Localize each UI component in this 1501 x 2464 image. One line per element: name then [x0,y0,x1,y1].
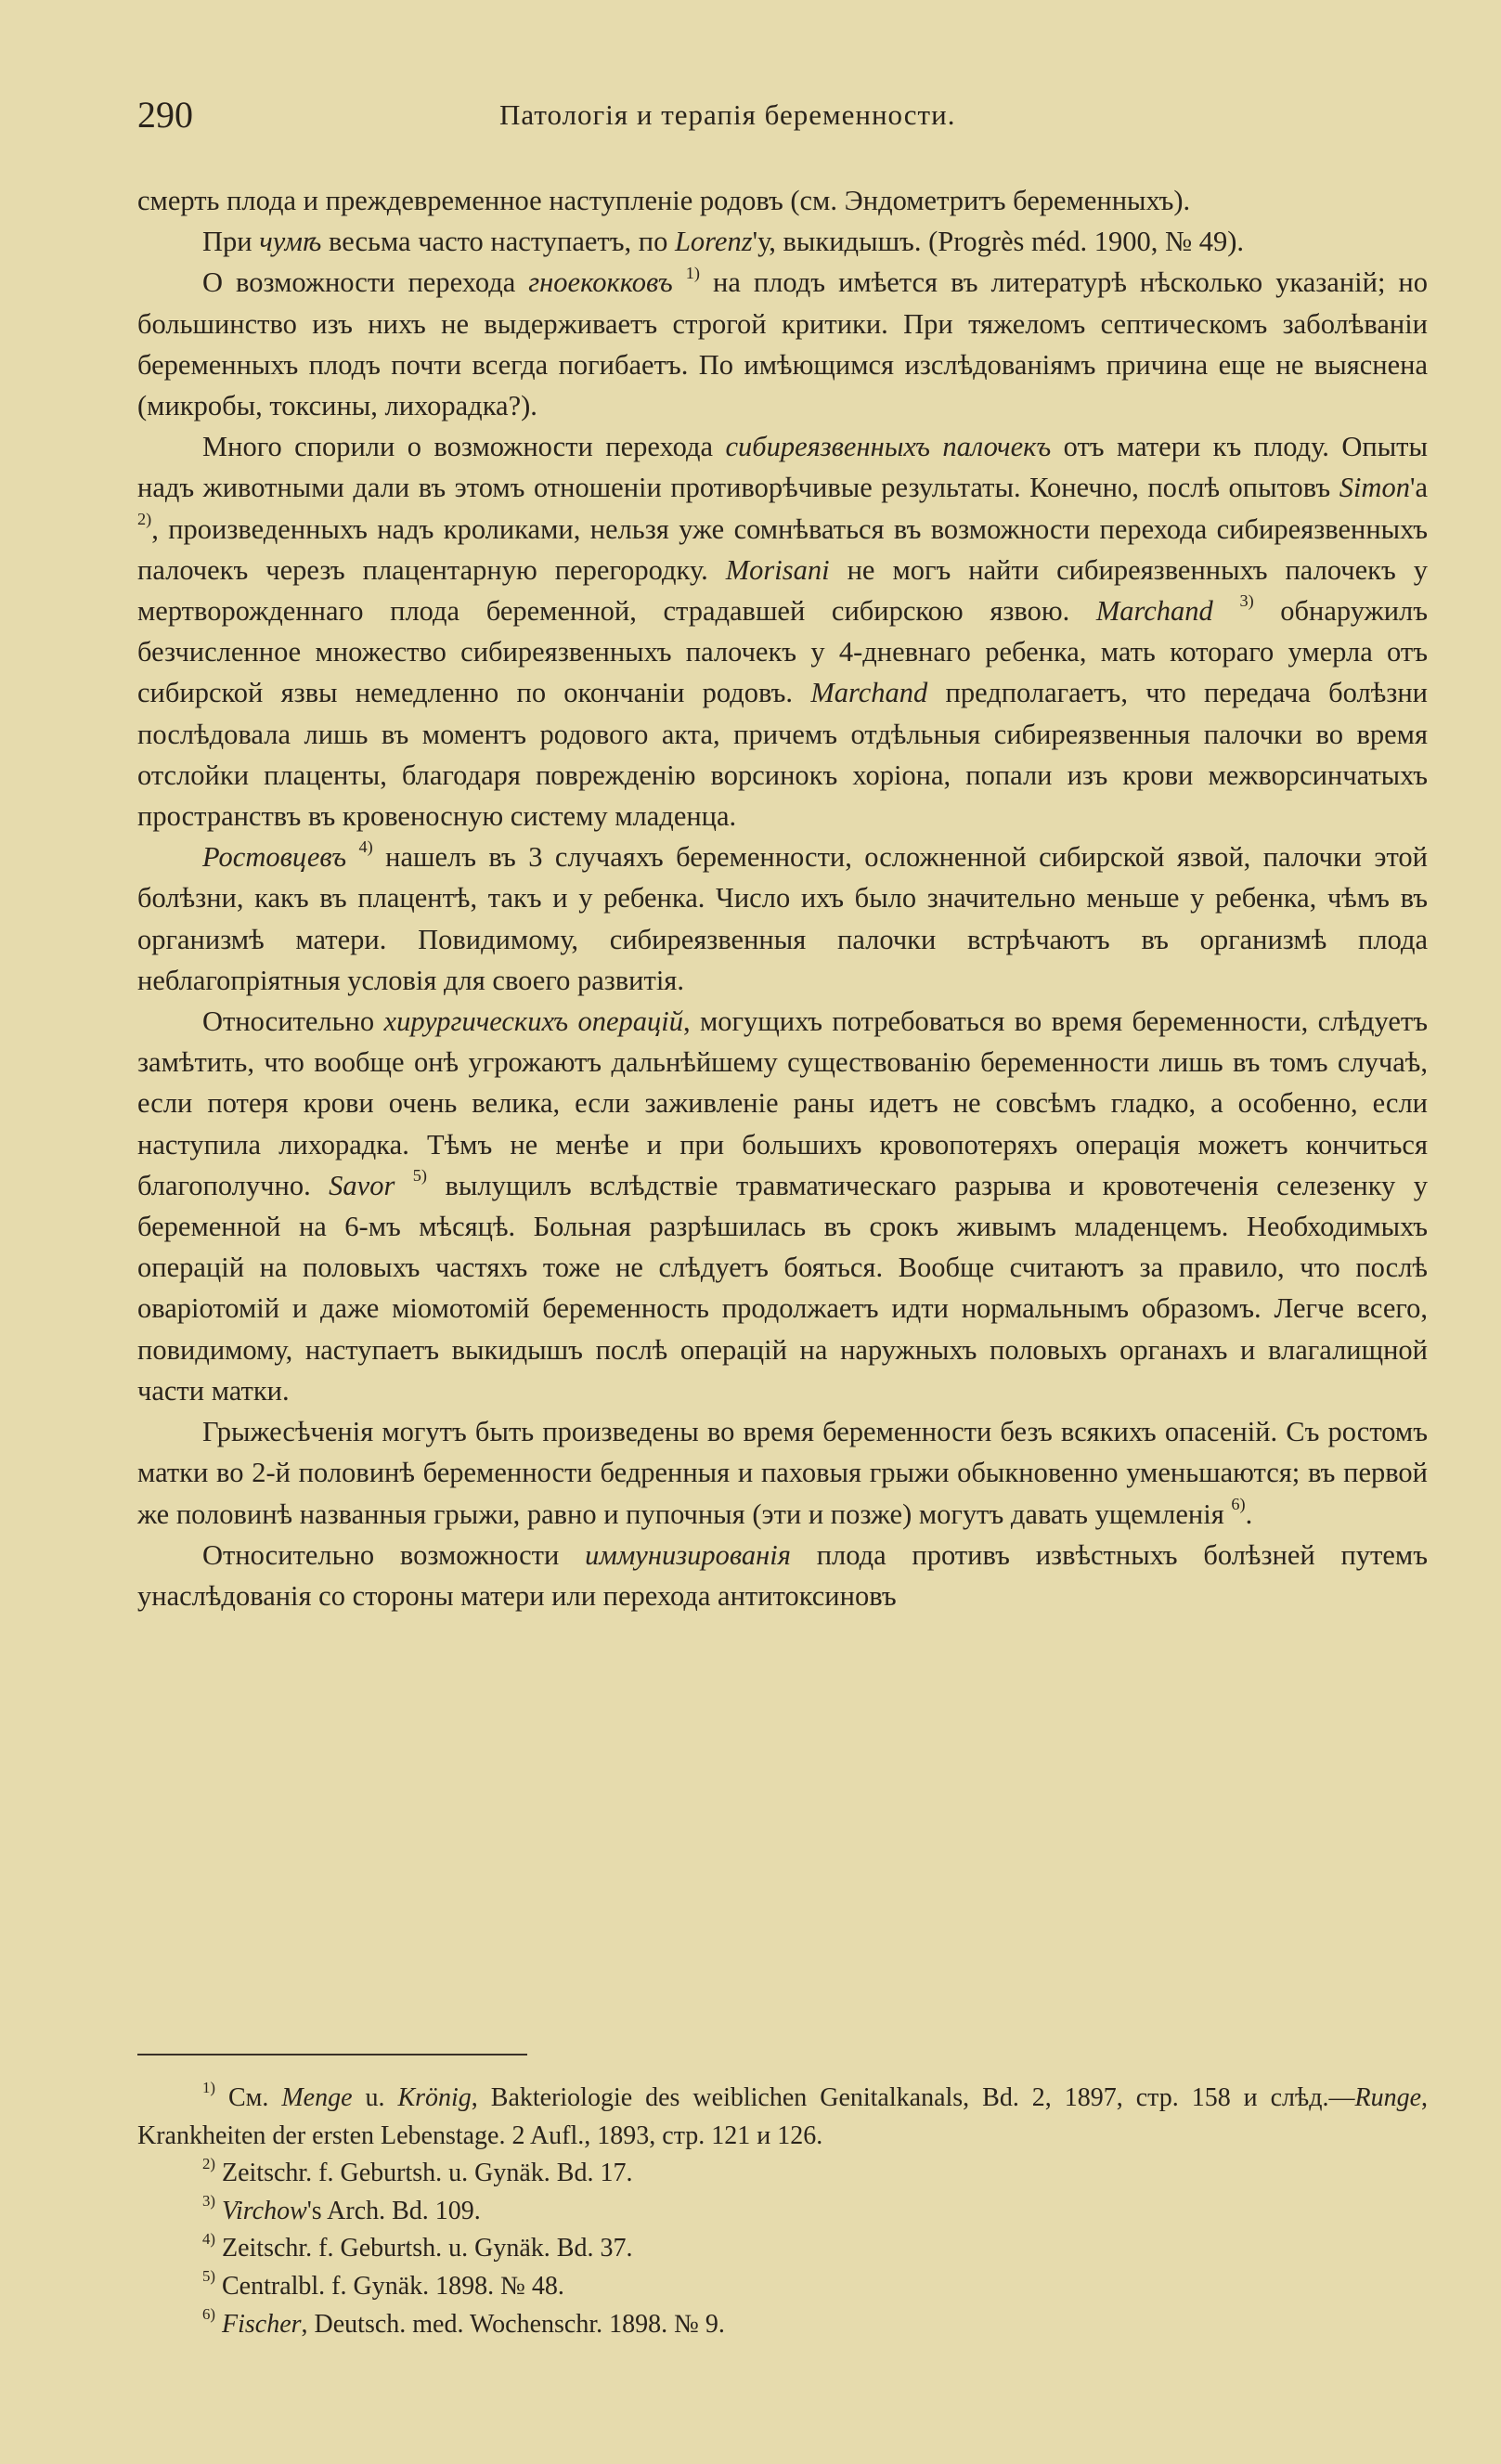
footnote-marker: 2) [202,2154,215,2172]
footnote-marker: 1) [685,263,700,282]
text-run: , могущихъ потребоваться во время беременности, слѣдуетъ замѣтить, что вообще онѣ угрожаютъ дальнѣйшему существованію беременности лишь въ томъ случаѣ, если потеря крови очень велика, если заживленіе раны идетъ не совсѣмъ гладко, а особенно, если наступила лихорадка. Тѣмъ не менѣе и при большихъ кровопотеряхъ операція можетъ кончиться благополучно. [137,1005,1428,1201]
text-run [395,1170,412,1201]
paragraph [137,426,1428,836]
text-run: весьма часто наступаетъ, по [321,226,675,258]
footnote-marker: 3) [1239,591,1254,611]
emphasis-text: Virchow [221,2196,307,2225]
emphasis-text: хирургическихъ операцій [383,1005,683,1038]
text-run: смерть плода и преждевременное наступленіе родовъ (см. Эндометритъ беременныхъ). [137,185,1191,216]
text-run: обнаружилъ безчисленное множество сибиреязвенныхъ палочекъ у 4-дневнаго ребенка, мать котораго умерла отъ сибирской язвы немедленно по окончаніи родовъ. [137,595,1429,709]
footnote-divider [137,2054,527,2055]
text-run [346,841,358,873]
footnote-marker: 6) [1231,1494,1246,1513]
footnote [137,2080,1428,2155]
footnote [137,2193,1428,2231]
footnote [137,2306,1428,2344]
text-run: . [1245,1498,1253,1530]
footnote [137,2155,1428,2193]
paragraph [137,1411,1428,1535]
text-run: См. [214,2083,282,2112]
paragraph [137,262,1428,426]
text-run: вылущилъ вслѣдствіе травматическаго разрыва и кровотеченія селезенку у беременной на 6-мъ мѣсяцѣ. Больная разрѣшилась въ срокъ живымъ младенцемъ. Необходимыхъ операцій на половыхъ частяхъ тоже не слѣдуетъ бояться. Вообще считаютъ за правило, что послѣ оваріотомій и даже міомотомій беременность продолжаетъ идти нормальнымъ образомъ. Легче всего, повидимому, наступаетъ выкидышъ послѣ операцій на наружныхъ половыхъ органахъ и влагалищной части матки. [137,1169,1429,1407]
paragraph [137,1001,1428,1411]
running-title: Патологія и терапія беременности. [499,98,956,131]
paragraph [137,180,1428,221]
text-run: Zeitschr. f. Geburtsh. u. Gynäk. Bd. 37. [214,2234,633,2263]
text-run: Относительно возможности [202,1538,586,1571]
text-run: При [202,226,260,258]
page-number: 290 [137,94,193,136]
footnote-marker: 5) [202,2267,215,2286]
text-run: , Deutsch. med. Wochenschr. 1898. № 9. [301,2309,725,2339]
footnote [137,2268,1428,2306]
footnote-marker: 2) [137,509,152,528]
text-run [673,266,686,298]
text-run: не могъ найти сибиреязвенныхъ палочекъ у мертворожденнаго плода беременной, страдавшей сибирскою язвою. [137,553,1429,628]
emphasis-text: Lorenz [674,226,753,258]
emphasis-text: Fischer [221,2309,302,2339]
text-run: 'у, выкидышъ. (Progrès méd. 1900, № 49). [752,226,1245,258]
text-run: отъ матери къ плоду. Опыты надъ животными дали въ этомъ отношеніи противорѣчивые результаты. Конечно, послѣ опытовъ [137,431,1429,504]
text-run: предполагаетъ, что передача болѣзни послѣдовала лишь въ моментъ родового акта, причемъ отдѣльныя сибиреязвенныя палочки во время отслойки плаценты, благодаря поврежденію ворсинокъ хоріона, попали изъ крови межворсинчатыхъ пространствъ въ кровеносную систему младенца. [137,677,1428,833]
text-run: , произведенныхъ надъ кроликами, нельзя уже сомнѣваться въ возможности перехода сибиреязвенныхъ палочекъ черезъ плацентарную перегородку. [137,512,1428,586]
footnote [137,2230,1428,2268]
footnote-marker: 3) [202,2192,215,2211]
emphasis-text: Marchand [1095,595,1213,628]
emphasis-text: Marchand [810,677,928,709]
text-run: на плодъ имѣется въ литературѣ нѣсколько указаній; но большинство изъ нихъ не выдерживаетъ строгой критики. При тяжеломъ септическомъ заболѣваніи беременныхъ плодъ почти всегда погибаетъ. По имѣющимся изслѣдованіямъ причина еще не выяснена (микробы, токсины, лихорадка?). [137,266,1428,422]
text-run [1213,595,1240,627]
text-run: u. [352,2083,398,2112]
text-run: , Krankheiten der ersten Lebenstage. 2 Aufl., 1893, стр. 121 и 126. [137,2083,1428,2150]
paragraph [137,221,1428,262]
footnote-marker: 4) [202,2229,215,2248]
emphasis-text: иммунизированія [585,1538,791,1571]
text-run: плода противъ извѣстныхъ болѣзней путемъ унаслѣдованія со стороны матери или перехода антитоксиновъ [137,1538,1428,1612]
text-run: О возможности перехода [202,266,529,299]
text-run: Zeitschr. f. Geburtsh. u. Gynäk. Bd. 17. [214,2159,633,2188]
footnote-marker: 4) [358,837,373,857]
emphasis-text: чумѣ [259,226,322,258]
emphasis-text: Menge [281,2083,353,2112]
paragraph [137,836,1428,1001]
page-header [137,93,1428,139]
emphasis-text: Simon [1339,472,1410,504]
text-run [215,2197,222,2225]
emphasis-text: Ростовцевъ [202,841,347,874]
text-run: Centralbl. f. Gynäk. 1898. № 48. [214,2271,564,2301]
text-run: нашелъ въ 3 случаяхъ беременности, осложненной сибирской язвой, палочки этой болѣзни, какъ въ плацентѣ, такъ и у ребенка. Число ихъ было значительно меньше у ребенка, чѣмъ въ организмѣ матери. Повидимому, сибиреязвенныя палочки встрѣчаютъ въ организмѣ плода неблагопріятныя условія для своего развитія. [137,841,1429,996]
emphasis-text: гноекокковъ [528,266,673,299]
footnote-marker: 6) [202,2304,215,2323]
text-run: , Bakteriologie des weiblichen Genitalkanals, Bd. 2, 1897, стр. 158 и слѣд.— [471,2083,1355,2112]
footnotes [137,2080,1428,2343]
main-text [137,180,1428,1616]
footnote-marker: 1) [202,2079,215,2097]
text-run: Относительно [202,1005,384,1038]
emphasis-text: Krönig [397,2083,472,2112]
text-run: 'а [1409,472,1428,504]
paragraph [137,1535,1428,1616]
emphasis-text: Runge [1354,2083,1421,2112]
text-run: Грыжесѣченія могутъ быть произведены во время беременности безъ всякихъ опасеній. Съ ростомъ матки во 2-й половинѣ беременности бедренныя и паховыя грыжи обыкновенно уменьшаются; въ первой же половинѣ названныя грыжи, равно и пупочныя (эти и позже) могутъ давать ущемленія [137,1416,1428,1530]
text-run: 's Arch. Bd. 109. [306,2196,481,2225]
emphasis-text: сибиреязвенныхъ палочекъ [725,431,1052,463]
emphasis-text: Morisani [725,553,830,586]
text-run: Много спорили о возможности перехода [202,431,726,463]
text-run [215,2310,222,2339]
emphasis-text: Savor [329,1169,395,1201]
footnote-marker: 5) [412,1166,428,1186]
